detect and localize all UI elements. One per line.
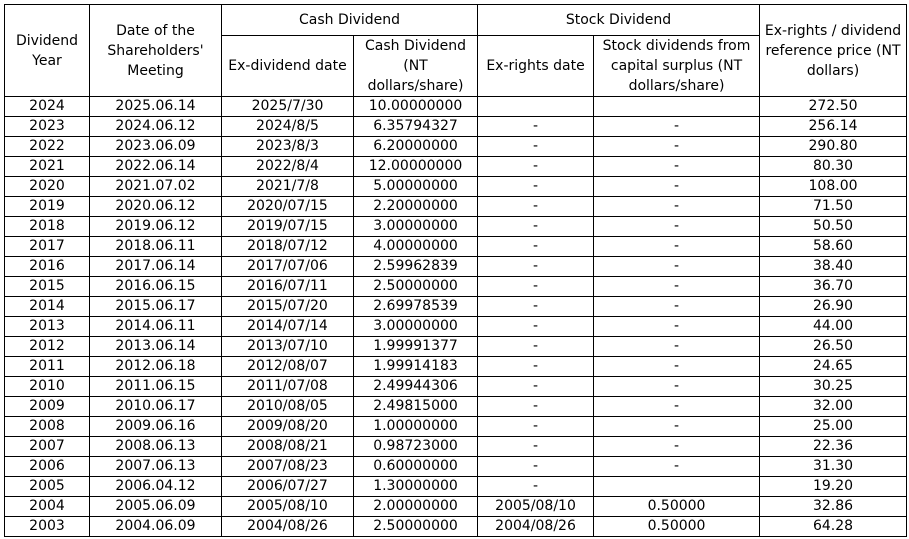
- cell-stock-dividend: -: [594, 277, 760, 297]
- cell-dividend-year: 2024: [5, 97, 90, 117]
- cell-dividend-year: 2014: [5, 297, 90, 317]
- cell-stock-dividend: -: [594, 297, 760, 317]
- cell-ex-dividend-date: 2011/07/08: [222, 377, 354, 397]
- cell-ex-rights-date: -: [478, 457, 594, 477]
- cell-ex-dividend-date: 2012/08/07: [222, 357, 354, 377]
- cell-reference-price: 32.86: [760, 497, 907, 517]
- cell-ex-rights-date: -: [478, 157, 594, 177]
- cell-ex-rights-date: -: [478, 277, 594, 297]
- table-row: [5, 457, 907, 477]
- cell-meeting-date: 2021.07.02: [90, 177, 222, 197]
- table-row: [5, 337, 907, 357]
- cell-ex-dividend-date: 2009/08/20: [222, 417, 354, 437]
- cell-meeting-date: 2019.06.12: [90, 217, 222, 237]
- table-row: [5, 237, 907, 257]
- table-row: [5, 437, 907, 457]
- cell-meeting-date: 2011.06.15: [90, 377, 222, 397]
- cell-ex-dividend-date: 2005/08/10: [222, 497, 354, 517]
- cell-reference-price: 108.00: [760, 177, 907, 197]
- cell-ex-rights-date: -: [478, 377, 594, 397]
- cell-ex-rights-date: -: [478, 137, 594, 157]
- table-row: [5, 297, 907, 317]
- cell-reference-price: 30.25: [760, 377, 907, 397]
- header-cash-dividend: Cash Dividend (NT dollars/share): [354, 36, 478, 97]
- header-stock-dividend-group: Stock Dividend: [478, 5, 760, 36]
- cell-ex-rights-date: -: [478, 317, 594, 337]
- cell-ex-dividend-date: 2019/07/15: [222, 217, 354, 237]
- cell-reference-price: 36.70: [760, 277, 907, 297]
- table-row: [5, 117, 907, 137]
- header-ex-dividend-date: Ex-dividend date: [222, 36, 354, 97]
- cell-ex-dividend-date: 2022/8/4: [222, 157, 354, 177]
- cell-cash-dividend: 5.00000000: [354, 177, 478, 197]
- cell-cash-dividend: 2.50000000: [354, 517, 478, 537]
- table-header: [5, 5, 907, 97]
- table-row: [5, 317, 907, 337]
- cell-ex-dividend-date: 2016/07/11: [222, 277, 354, 297]
- cell-dividend-year: 2015: [5, 277, 90, 297]
- cell-ex-dividend-date: 2007/08/23: [222, 457, 354, 477]
- cell-dividend-year: 2013: [5, 317, 90, 337]
- cell-reference-price: 272.50: [760, 97, 907, 117]
- cell-cash-dividend: 2.00000000: [354, 497, 478, 517]
- cell-ex-rights-date: [478, 97, 594, 117]
- cell-stock-dividend: -: [594, 457, 760, 477]
- cell-cash-dividend: 0.98723000: [354, 437, 478, 457]
- cell-stock-dividend: -: [594, 437, 760, 457]
- cell-cash-dividend: 2.50000000: [354, 277, 478, 297]
- cell-dividend-year: 2021: [5, 157, 90, 177]
- cell-stock-dividend: -: [594, 217, 760, 237]
- cell-meeting-date: 2007.06.13: [90, 457, 222, 477]
- cell-ex-dividend-date: 2020/07/15: [222, 197, 354, 217]
- cell-reference-price: 22.36: [760, 437, 907, 457]
- cell-dividend-year: 2009: [5, 397, 90, 417]
- cell-ex-dividend-date: 2025/7/30: [222, 97, 354, 117]
- cell-cash-dividend: 2.59962839: [354, 257, 478, 277]
- cell-ex-rights-date: -: [478, 217, 594, 237]
- cell-stock-dividend: -: [594, 177, 760, 197]
- cell-cash-dividend: 12.00000000: [354, 157, 478, 177]
- header-ex-rights-date: Ex-rights date: [478, 36, 594, 97]
- cell-ex-rights-date: -: [478, 337, 594, 357]
- cell-stock-dividend: 0.50000: [594, 497, 760, 517]
- cell-ex-dividend-date: 2017/07/06: [222, 257, 354, 277]
- cell-meeting-date: 2016.06.15: [90, 277, 222, 297]
- cell-ex-rights-date: -: [478, 357, 594, 377]
- cell-ex-rights-date: -: [478, 117, 594, 137]
- cell-reference-price: 26.90: [760, 297, 907, 317]
- cell-cash-dividend: 2.69978539: [354, 297, 478, 317]
- cell-cash-dividend: 1.99991377: [354, 337, 478, 357]
- cell-reference-price: 24.65: [760, 357, 907, 377]
- cell-meeting-date: 2023.06.09: [90, 137, 222, 157]
- cell-dividend-year: 2020: [5, 177, 90, 197]
- cell-meeting-date: 2005.06.09: [90, 497, 222, 517]
- cell-ex-rights-date: -: [478, 437, 594, 457]
- cell-cash-dividend: 1.00000000: [354, 417, 478, 437]
- table-row: [5, 277, 907, 297]
- table-row: [5, 357, 907, 377]
- cell-dividend-year: 2005: [5, 477, 90, 497]
- cell-reference-price: 25.00: [760, 417, 907, 437]
- cell-reference-price: 80.30: [760, 157, 907, 177]
- cell-stock-dividend: -: [594, 337, 760, 357]
- table-row: [5, 217, 907, 237]
- cell-dividend-year: 2018: [5, 217, 90, 237]
- cell-dividend-year: 2019: [5, 197, 90, 217]
- cell-cash-dividend: 2.49944306: [354, 377, 478, 397]
- cell-ex-rights-date: -: [478, 397, 594, 417]
- cell-cash-dividend: 1.99914183: [354, 357, 478, 377]
- cell-ex-dividend-date: 2004/08/26: [222, 517, 354, 537]
- cell-stock-dividend: -: [594, 197, 760, 217]
- cell-meeting-date: 2017.06.14: [90, 257, 222, 277]
- cell-dividend-year: 2007: [5, 437, 90, 457]
- cell-dividend-year: 2011: [5, 357, 90, 377]
- cell-ex-rights-date: -: [478, 237, 594, 257]
- header-reference-price: Ex-rights / dividend reference price (NT dollars): [760, 5, 907, 97]
- cell-meeting-date: 2014.06.11: [90, 317, 222, 337]
- cell-ex-dividend-date: 2014/07/14: [222, 317, 354, 337]
- cell-reference-price: 71.50: [760, 197, 907, 217]
- cell-meeting-date: 2013.06.14: [90, 337, 222, 357]
- cell-reference-price: 50.50: [760, 217, 907, 237]
- table-row: [5, 377, 907, 397]
- cell-meeting-date: 2025.06.14: [90, 97, 222, 117]
- cell-reference-price: 38.40: [760, 257, 907, 277]
- cell-stock-dividend: -: [594, 157, 760, 177]
- table-row: [5, 137, 907, 157]
- table-row: [5, 477, 907, 497]
- table-row: [5, 397, 907, 417]
- cell-ex-dividend-date: 2006/07/27: [222, 477, 354, 497]
- cell-dividend-year: 2004: [5, 497, 90, 517]
- cell-stock-dividend: [594, 477, 760, 497]
- cell-ex-rights-date: -: [478, 297, 594, 317]
- cell-reference-price: 44.00: [760, 317, 907, 337]
- table-row: [5, 497, 907, 517]
- cell-meeting-date: 2018.06.11: [90, 237, 222, 257]
- cell-cash-dividend: 1.30000000: [354, 477, 478, 497]
- cell-reference-price: 256.14: [760, 117, 907, 137]
- cell-ex-dividend-date: 2008/08/21: [222, 437, 354, 457]
- cell-ex-rights-date: -: [478, 477, 594, 497]
- cell-meeting-date: 2006.04.12: [90, 477, 222, 497]
- table-row: [5, 257, 907, 277]
- table-row: [5, 197, 907, 217]
- cell-ex-rights-date: -: [478, 177, 594, 197]
- cell-stock-dividend: -: [594, 377, 760, 397]
- cell-ex-dividend-date: 2010/08/05: [222, 397, 354, 417]
- cell-stock-dividend: 0.50000: [594, 517, 760, 537]
- cell-cash-dividend: 2.49815000: [354, 397, 478, 417]
- cell-cash-dividend: 6.35794327: [354, 117, 478, 137]
- cell-stock-dividend: -: [594, 317, 760, 337]
- cell-stock-dividend: -: [594, 117, 760, 137]
- cell-cash-dividend: 4.00000000: [354, 237, 478, 257]
- cell-cash-dividend: 3.00000000: [354, 317, 478, 337]
- cell-stock-dividend: -: [594, 237, 760, 257]
- cell-ex-rights-date: -: [478, 417, 594, 437]
- table-row: [5, 97, 907, 117]
- cell-stock-dividend: -: [594, 137, 760, 157]
- cell-meeting-date: 2020.06.12: [90, 197, 222, 217]
- cell-cash-dividend: 2.20000000: [354, 197, 478, 217]
- cell-meeting-date: 2010.06.17: [90, 397, 222, 417]
- table-row: [5, 517, 907, 537]
- cell-reference-price: 290.80: [760, 137, 907, 157]
- table-row: [5, 177, 907, 197]
- cell-ex-dividend-date: 2021/7/8: [222, 177, 354, 197]
- header-meeting-date: Date of the Shareholders' Meeting: [90, 5, 222, 97]
- cell-dividend-year: 2022: [5, 137, 90, 157]
- cell-dividend-year: 2016: [5, 257, 90, 277]
- cell-meeting-date: 2009.06.16: [90, 417, 222, 437]
- cell-meeting-date: 2008.06.13: [90, 437, 222, 457]
- cell-stock-dividend: -: [594, 257, 760, 277]
- cell-reference-price: 26.50: [760, 337, 907, 357]
- cell-ex-rights-date: -: [478, 197, 594, 217]
- cell-meeting-date: 2024.06.12: [90, 117, 222, 137]
- cell-cash-dividend: 6.20000000: [354, 137, 478, 157]
- cell-ex-dividend-date: 2013/07/10: [222, 337, 354, 357]
- cell-ex-dividend-date: 2015/07/20: [222, 297, 354, 317]
- table-body: [5, 97, 907, 537]
- cell-ex-dividend-date: 2024/8/5: [222, 117, 354, 137]
- cell-cash-dividend: 0.60000000: [354, 457, 478, 477]
- cell-dividend-year: 2006: [5, 457, 90, 477]
- cell-meeting-date: 2004.06.09: [90, 517, 222, 537]
- cell-stock-dividend: [594, 97, 760, 117]
- cell-ex-rights-date: 2005/08/10: [478, 497, 594, 517]
- cell-cash-dividend: 3.00000000: [354, 217, 478, 237]
- cell-meeting-date: 2012.06.18: [90, 357, 222, 377]
- cell-reference-price: 58.60: [760, 237, 907, 257]
- cell-ex-dividend-date: 2023/8/3: [222, 137, 354, 157]
- header-dividend-year: Dividend Year: [5, 5, 90, 97]
- cell-stock-dividend: -: [594, 417, 760, 437]
- dividend-history-table: [4, 4, 907, 537]
- header-stock-from-surplus: Stock dividends from capital surplus (NT dollars/share): [594, 36, 760, 97]
- cell-dividend-year: 2023: [5, 117, 90, 137]
- cell-dividend-year: 2010: [5, 377, 90, 397]
- cell-reference-price: 32.00: [760, 397, 907, 417]
- cell-dividend-year: 2017: [5, 237, 90, 257]
- cell-reference-price: 64.28: [760, 517, 907, 537]
- cell-cash-dividend: 10.00000000: [354, 97, 478, 117]
- cell-stock-dividend: -: [594, 397, 760, 417]
- cell-reference-price: 19.20: [760, 477, 907, 497]
- cell-dividend-year: 2008: [5, 417, 90, 437]
- cell-ex-dividend-date: 2018/07/12: [222, 237, 354, 257]
- cell-ex-rights-date: -: [478, 257, 594, 277]
- cell-dividend-year: 2012: [5, 337, 90, 357]
- cell-meeting-date: 2015.06.17: [90, 297, 222, 317]
- cell-reference-price: 31.30: [760, 457, 907, 477]
- header-cash-dividend-group: Cash Dividend: [222, 5, 478, 36]
- cell-ex-rights-date: 2004/08/26: [478, 517, 594, 537]
- table-row: [5, 157, 907, 177]
- cell-stock-dividend: -: [594, 357, 760, 377]
- cell-dividend-year: 2003: [5, 517, 90, 537]
- table-row: [5, 417, 907, 437]
- cell-meeting-date: 2022.06.14: [90, 157, 222, 177]
